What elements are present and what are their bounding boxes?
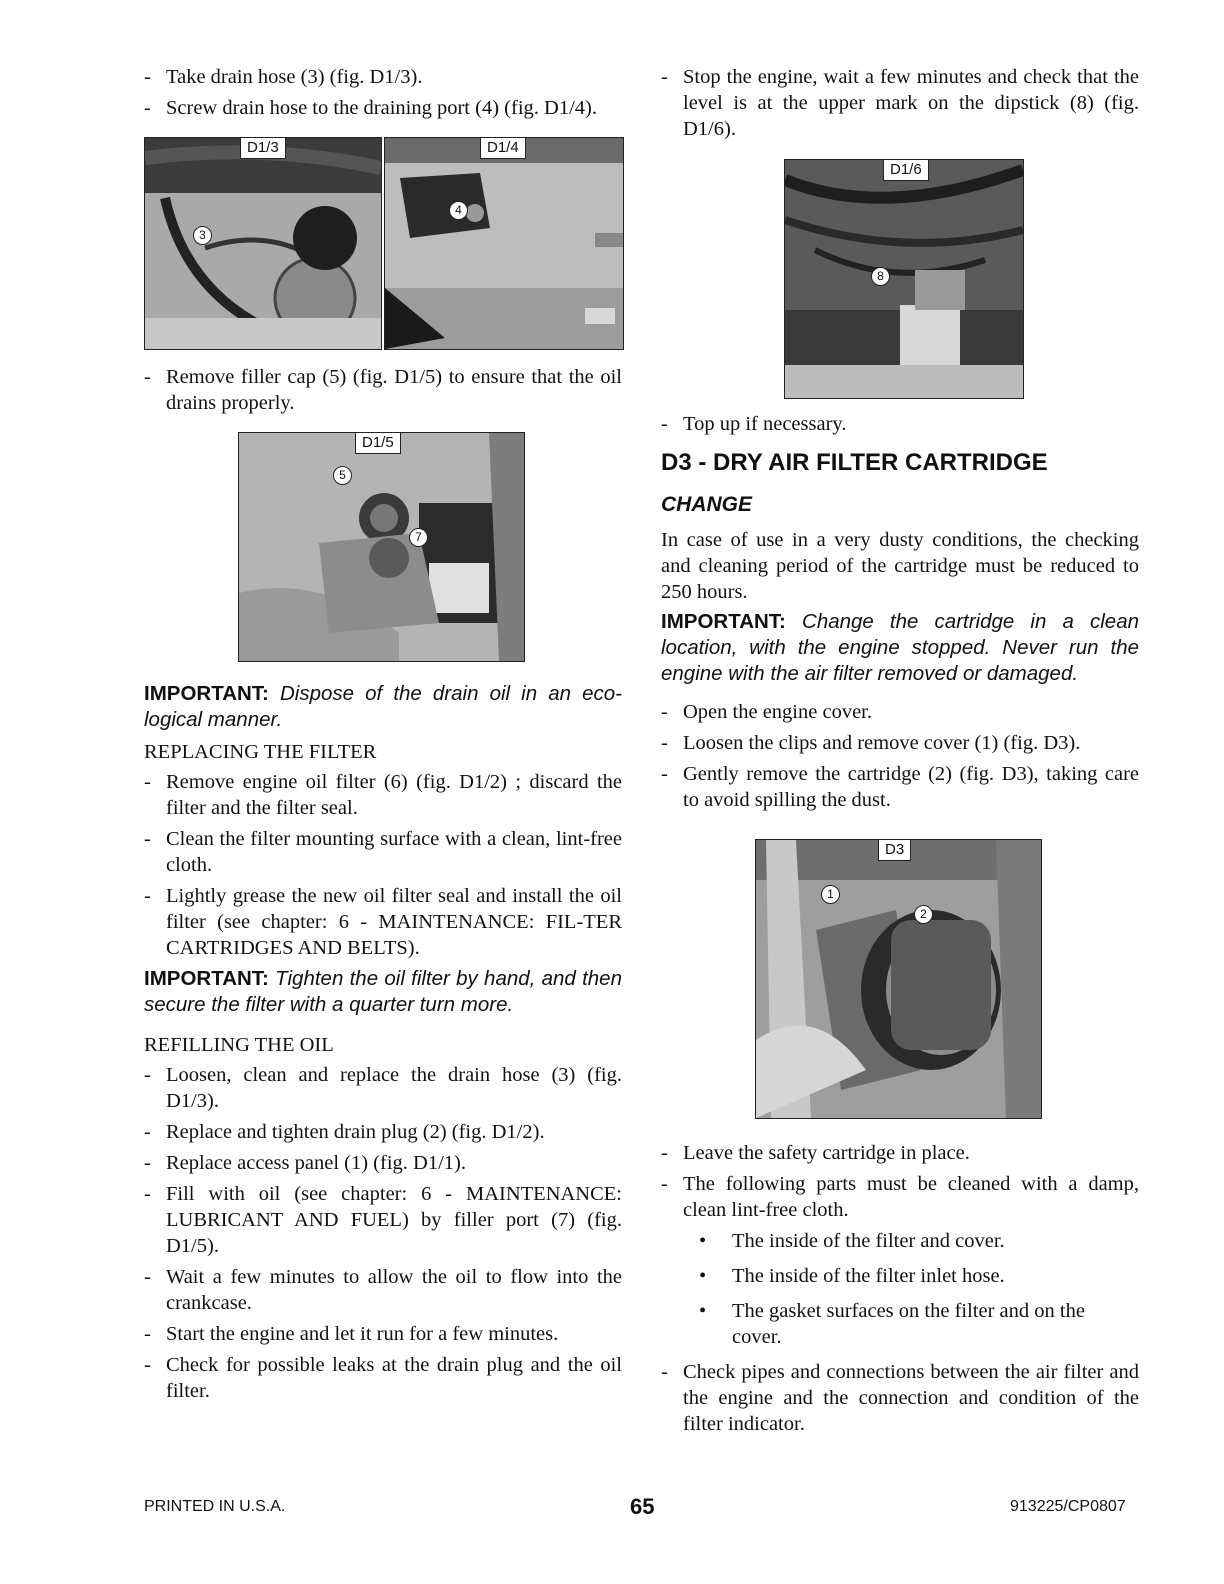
sub-list-item: • The inside of the filter inlet hose. <box>699 1265 1005 1287</box>
important-note: IMPORTANT: Tighten the oil filter by hand, and then secure the filter with a quarter turn more. <box>144 967 622 1016</box>
left-column <box>144 64 622 126</box>
list-item: - Start the engine and let it run for a few minutes. <box>144 1323 559 1345</box>
callout-number: 7 <box>409 528 428 547</box>
figure-d1-4 <box>384 137 624 350</box>
callout-number: 4 <box>449 201 468 220</box>
right-column-bottom <box>661 1140 1139 1442</box>
list-item: - Screw drain hose to the draining port (4) (fig. D1/4). <box>144 97 597 119</box>
list-item: - Clean the filter mounting surface with a clean, lint-free cloth. <box>144 828 622 876</box>
list-item: - Stop the engine, wait a few minutes and check that the level is at the upper mark on the dipstick (8) (fig. D1/6). <box>661 66 1139 140</box>
figure-label: D1/3 <box>240 137 286 159</box>
list-item: - Replace and tighten drain plug (2) (fig. D1/2). <box>144 1121 545 1143</box>
figure-d1-6 <box>784 159 1024 399</box>
callout-number: 5 <box>333 466 352 485</box>
figure-label: D1/4 <box>480 137 526 159</box>
list-item: - Leave the safety cartridge in place. <box>661 1142 970 1164</box>
list-item: - Open the engine cover. <box>661 701 872 723</box>
callout-number: 1 <box>821 885 840 904</box>
paragraph: In case of use in a very dusty conditions, the checking and cleaning period of the cartridge must be reduced to 250 hours. <box>661 529 1139 603</box>
section-subheading: CHANGE <box>661 493 753 516</box>
list-item: - Wait a few minutes to allow the oil to flow into the crankcase. <box>144 1266 622 1314</box>
footer-doc-code: 913225/CP0807 <box>1010 1498 1126 1515</box>
list-item: - Take drain hose (3) (fig. D1/3). <box>144 66 423 88</box>
figure-d1-5 <box>238 432 525 662</box>
figure-label: D1/6 <box>883 159 929 181</box>
section-label: REFILLING THE OIL <box>144 1034 334 1056</box>
list-item: - Check for possible leaks at the drain plug and the oil filter. <box>144 1354 622 1402</box>
list-item: - Replace access panel (1) (fig. D1/1). <box>144 1152 466 1174</box>
list-item: - Loosen the clips and remove cover (1) (fig. D3). <box>661 732 1081 754</box>
left-column-lower <box>144 681 622 1409</box>
list-item: - The following parts must be cleaned with a damp, clean lint-free cloth. <box>661 1173 1139 1221</box>
list-item: - Gently remove the cartridge (2) (fig. D3), taking care to avoid spilling the dust. <box>661 763 1139 811</box>
left-column-mid <box>144 364 622 421</box>
page-number: 65 <box>630 1494 655 1519</box>
list-item: - Remove engine oil filter (6) (fig. D1/2) ; discard the filter and the filter seal. <box>144 771 622 819</box>
figure-label: D3 <box>878 839 911 861</box>
right-column <box>661 64 1139 147</box>
callout-number: 3 <box>193 226 212 245</box>
callout-number: 8 <box>871 267 890 286</box>
important-note: IMPORTANT: Change the cartridge in a clean location, with the engine stopped. Never run the engine with the air filter removed or damaged. <box>661 610 1139 685</box>
section-label: REPLACING THE FILTER <box>144 741 377 763</box>
section-heading: D3 - DRY AIR FILTER CARTRIDGE <box>661 449 1048 476</box>
figure-d3 <box>755 839 1042 1119</box>
important-note: IMPORTANT: Dispose of the drain oil in an eco-logical manner. <box>144 682 622 731</box>
figure-label: D1/5 <box>355 432 401 454</box>
figure-d1-3 <box>144 137 382 350</box>
callout-number: 2 <box>914 905 933 924</box>
list-item: - Top up if necessary. <box>661 413 847 435</box>
sub-list-item: • The inside of the filter and cover. <box>699 1230 1005 1252</box>
right-column-lower <box>661 411 1139 818</box>
sub-list-item: • The gasket surfaces on the filter and on the cover. <box>699 1300 1085 1348</box>
list-item: - Lightly grease the new oil filter seal and install the oil filter (see chapter: 6 - MAINTENANCE: FIL-TER CARTRIDGES AND BELTS). <box>144 885 622 959</box>
list-item: - Remove filler cap (5) (fig. D1/5) to ensure that the oil drains properly. <box>144 366 622 414</box>
footer-printed: PRINTED IN U.S.A. <box>144 1498 286 1515</box>
list-item: - Check pipes and connections between the air filter and the engine and the connection and condition of the filter indicator. <box>661 1361 1139 1435</box>
list-item: - Fill with oil (see chapter: 6 - MAINTENANCE: LUBRICANT AND FUEL) by filler port (7) (fig. D1/5). <box>144 1183 622 1257</box>
list-item: - Loosen, clean and replace the drain hose (3) (fig. D1/3). <box>144 1064 622 1112</box>
